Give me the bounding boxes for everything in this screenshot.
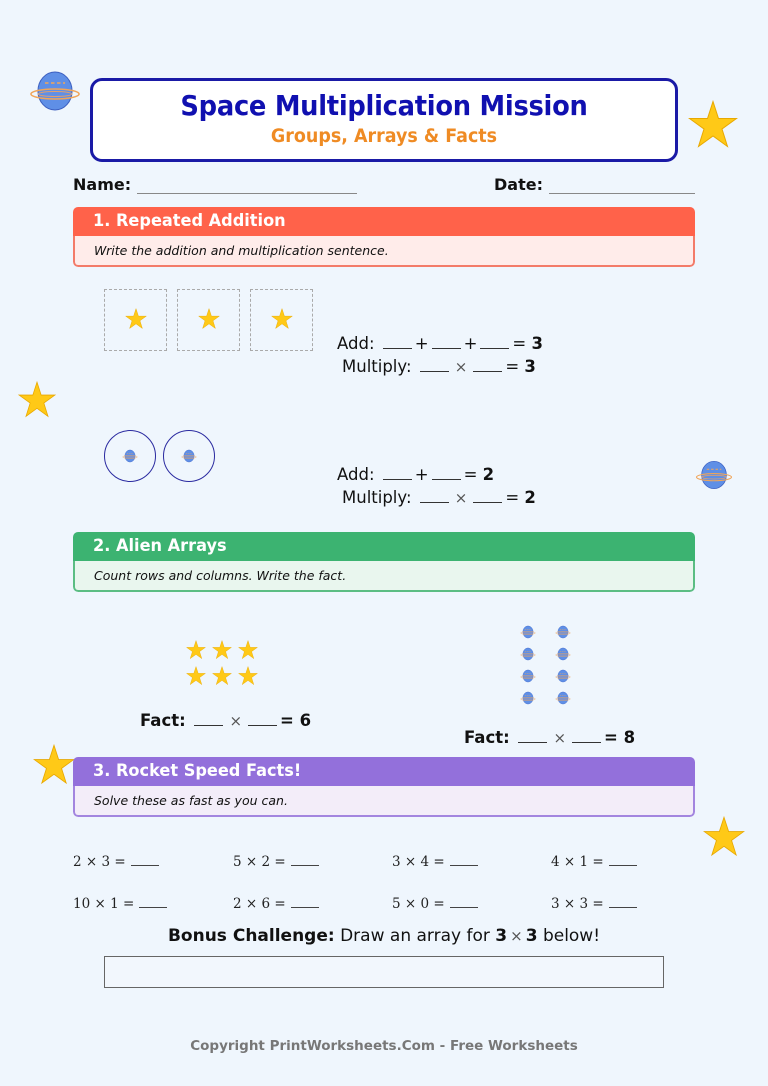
date-line[interactable] (549, 178, 695, 194)
date-label: Date: (494, 175, 543, 194)
bonus-text: below! (542, 926, 601, 946)
answer-blank[interactable] (572, 729, 601, 743)
bonus-label: Bonus Challenge: (167, 926, 335, 946)
fact-text: 10 × 1 = (73, 896, 135, 912)
times-sign: × (454, 358, 468, 376)
fact-problem (73, 854, 162, 870)
section-header (73, 207, 695, 236)
factor-b: 3 (525, 926, 538, 946)
fact-text: 4 × 1 = (551, 854, 604, 870)
answer-blank[interactable] (248, 712, 277, 726)
multiply-label: Multiply: (342, 488, 412, 507)
answer-blank[interactable] (139, 896, 167, 908)
star-array (186, 640, 262, 688)
answer-blank[interactable] (518, 729, 547, 743)
answer-blank[interactable] (383, 466, 412, 480)
answer-blank[interactable] (131, 854, 159, 866)
planet-icon (553, 668, 573, 684)
group-circle (104, 430, 156, 482)
multiplication-sentence (342, 357, 536, 376)
fact-text: 3 × 3 = (551, 896, 604, 912)
section-header (73, 757, 695, 786)
equals-sign: = (604, 728, 618, 747)
section-rocket-speed-facts (73, 757, 695, 817)
add-label: Add: (337, 334, 375, 353)
answer-blank[interactable] (473, 489, 502, 503)
group-box (250, 289, 313, 351)
answer-blank[interactable] (383, 335, 412, 349)
times-sign: × (510, 927, 523, 945)
add-label: Add: (337, 465, 375, 484)
equals-sign: = (463, 465, 478, 484)
planet-array (518, 624, 574, 710)
fact-text: 3 × 4 = (392, 854, 445, 870)
title-banner (90, 78, 678, 162)
answer-blank[interactable] (609, 896, 637, 908)
addition-sentence (337, 334, 543, 353)
section-header (73, 532, 695, 561)
answer-blank[interactable] (480, 335, 509, 349)
answer-blank[interactable] (450, 854, 478, 866)
name-line[interactable] (137, 178, 357, 194)
times-sign: × (553, 729, 567, 747)
group-box (104, 289, 167, 351)
result: 6 (299, 711, 312, 730)
result: 3 (531, 334, 543, 353)
footer-copyright: Copyright PrintWorksheets.Com - Free Worksheets (190, 1038, 578, 1054)
star-icon (212, 666, 232, 686)
fact-text: 5 × 2 = (233, 854, 286, 870)
star-icon (125, 308, 147, 330)
star-icon (271, 308, 293, 330)
planet-icon (120, 448, 140, 464)
star-icon (186, 640, 206, 660)
bonus-challenge (0, 926, 768, 946)
name-label: Name: (73, 175, 132, 194)
plus-sign: + (463, 334, 478, 353)
section-alien-arrays (73, 532, 695, 592)
fact-problem (233, 854, 322, 870)
answer-blank[interactable] (432, 466, 461, 480)
planet-icon (553, 690, 573, 706)
star-icon (198, 308, 220, 330)
equals-sign: = (512, 334, 527, 353)
section-instruction: Write the addition and multiplication sentence. (73, 236, 695, 267)
equals-sign: = (280, 711, 294, 730)
answer-blank[interactable] (609, 854, 637, 866)
star-icon (238, 640, 258, 660)
star-icon (18, 380, 56, 420)
fact-problem (392, 896, 481, 912)
section-instruction: Solve these as fast as you can. (73, 786, 695, 817)
answer-blank[interactable] (450, 896, 478, 908)
page-title: Space Multiplication Mission (180, 89, 588, 122)
section-title: 2. Alien Arrays (93, 536, 227, 556)
result: 2 (524, 488, 536, 507)
star-icon (688, 100, 738, 150)
group-box (177, 289, 240, 351)
result: 3 (524, 357, 536, 376)
star-icon (212, 640, 232, 660)
date-field (494, 175, 695, 194)
plus-sign: + (414, 334, 429, 353)
planet-icon (553, 624, 573, 640)
result: 8 (623, 728, 636, 747)
page-subtitle: Groups, Arrays & Facts (270, 125, 498, 147)
fact-problem (73, 896, 170, 912)
fact-label: Fact: (464, 728, 510, 747)
star-icon (33, 744, 75, 786)
section-repeated-addition (73, 207, 695, 267)
answer-blank[interactable] (473, 358, 502, 372)
planet-icon (553, 646, 573, 662)
answer-blank[interactable] (291, 854, 319, 866)
bonus-text: Draw an array for (340, 926, 490, 946)
plus-sign: + (414, 465, 429, 484)
planet-icon (518, 624, 538, 640)
array-fact (140, 711, 311, 730)
answer-blank[interactable] (291, 896, 319, 908)
section-title: 1. Repeated Addition (93, 211, 286, 231)
planet-icon (518, 690, 538, 706)
array-fact (464, 728, 635, 747)
equals-sign: = (505, 488, 520, 507)
planet-icon (22, 66, 88, 116)
fact-problem (551, 854, 640, 870)
bonus-drawing-box[interactable] (104, 956, 664, 988)
planet-icon (518, 668, 538, 684)
multiply-label: Multiply: (342, 357, 412, 376)
section-instruction: Count rows and columns. Write the fact. (73, 561, 695, 592)
star-icon (186, 666, 206, 686)
star-icon (703, 816, 745, 858)
times-sign: × (454, 489, 468, 507)
addition-sentence (337, 465, 494, 484)
planet-icon (518, 646, 538, 662)
planet-icon (179, 448, 199, 464)
result: 2 (482, 465, 495, 484)
fact-label: Fact: (140, 711, 186, 730)
fact-text: 2 × 6 = (233, 896, 286, 912)
multiplication-sentence (342, 488, 536, 507)
answer-blank[interactable] (420, 358, 449, 372)
answer-blank[interactable] (420, 489, 449, 503)
fact-problem (392, 854, 481, 870)
group-circle (163, 430, 215, 482)
star-icon (238, 666, 258, 686)
section-title: 3. Rocket Speed Facts! (93, 761, 302, 781)
answer-blank[interactable] (194, 712, 223, 726)
fact-text: 5 × 0 = (392, 896, 445, 912)
planet-icon (690, 457, 738, 493)
fact-problem (233, 896, 322, 912)
times-sign: × (229, 712, 243, 730)
answer-blank[interactable] (432, 335, 461, 349)
factor-a: 3 (495, 926, 508, 946)
equals-sign: = (505, 357, 520, 376)
fact-text: 2 × 3 = (73, 854, 126, 870)
name-field (73, 175, 357, 194)
fact-problem (551, 896, 640, 912)
